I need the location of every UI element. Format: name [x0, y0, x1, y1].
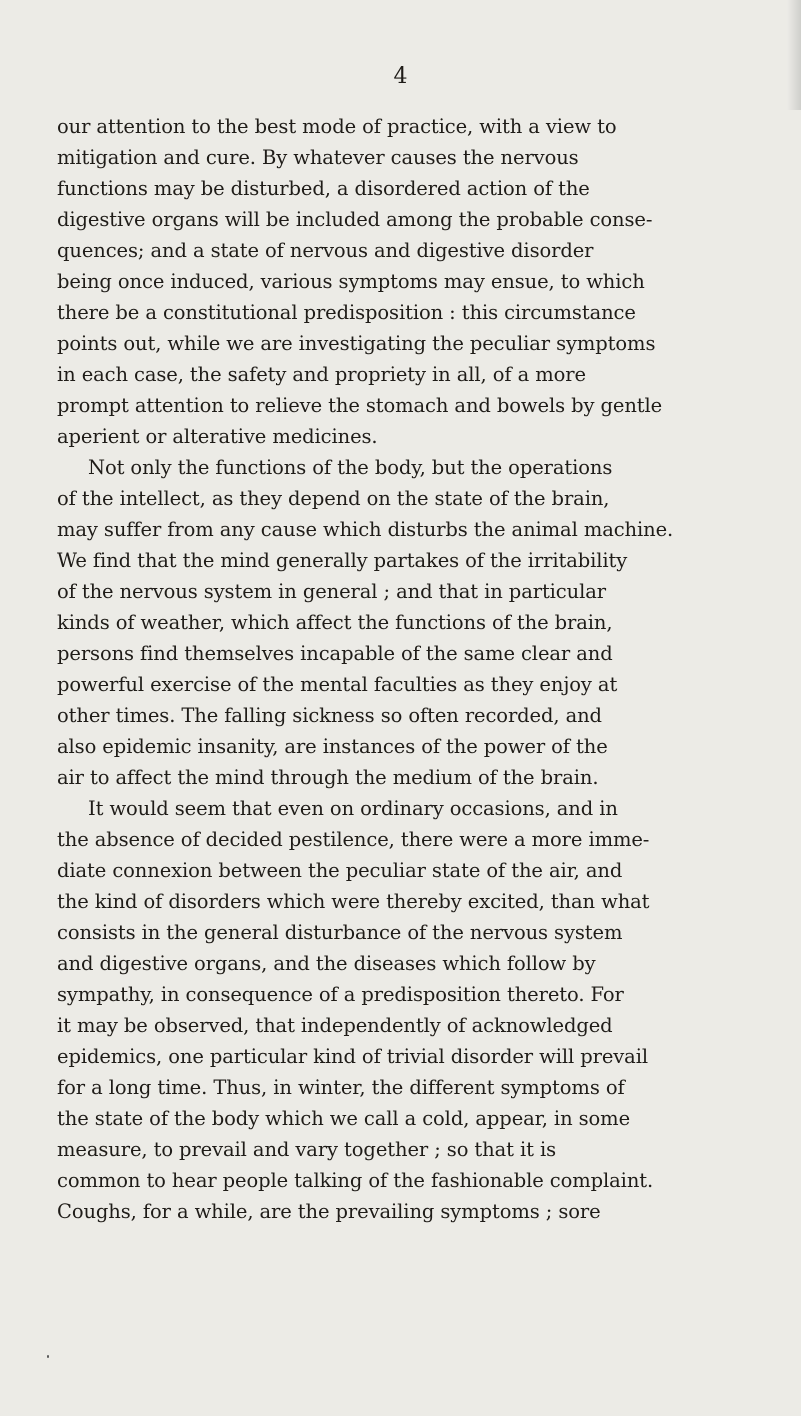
text-line: diate connexion between the peculiar state of the air, and: [57, 859, 623, 882]
text-line: there be a constitutional predisposition : this circumstance: [57, 301, 636, 324]
text-line: digestive organs will be included among the probable conse-: [57, 208, 653, 231]
text-line: aperient or alterative medicines.: [57, 425, 378, 448]
text-line: functions may be disturbed, a disordered action of the: [57, 177, 590, 200]
text-line: the kind of disorders which were thereby excited, than what: [57, 890, 650, 913]
text-line: measure, to prevail and vary together ; so that it is: [57, 1138, 556, 1161]
text-line: points out, while we are investigating the peculiar symptoms: [57, 332, 656, 355]
text-line: may suffer from any cause which disturbs the animal machine.: [57, 518, 674, 541]
text-line: powerful exercise of the mental faculties as they enjoy at: [57, 673, 618, 696]
text-line: consists in the general disturbance of the nervous system: [57, 921, 623, 944]
text-line: mitigation and cure. By whatever causes the nervous: [57, 146, 579, 169]
text-line: epidemics, one particular kind of trivial disorder will prevail: [57, 1045, 648, 1068]
text-line: and digestive organs, and the diseases which follow by: [57, 952, 596, 975]
text-line: persons find themselves incapable of the same clear and: [57, 642, 613, 665]
text-line: the state of the body which we call a cold, appear, in some: [57, 1107, 631, 1130]
text-line: common to hear people talking of the fashionable complaint.: [57, 1169, 654, 1192]
text-line: kinds of weather, which affect the functions of the brain,: [57, 611, 613, 634]
text-line: sympathy, in consequence of a predisposition thereto. For: [57, 983, 624, 1006]
text-line: prompt attention to relieve the stomach and bowels by gentle: [57, 394, 663, 417]
text-line: air to affect the mind through the medium of the brain.: [57, 766, 599, 789]
page-number: 4: [393, 64, 408, 89]
text-line: for a long time. Thus, in winter, the different symptoms of: [57, 1076, 625, 1099]
text-line: of the nervous system in general ; and that in particular: [57, 580, 606, 603]
text-line: the absence of decided pestilence, there were a more imme-: [57, 828, 650, 851]
text-line: quences; and a state of nervous and digestive disorder: [57, 239, 594, 262]
text-line: We find that the mind generally partakes of the irritability: [57, 549, 628, 572]
text-line: in each case, the safety and propriety in all, of a more: [57, 363, 586, 386]
text-line: It would seem that even on ordinary occasions, and in: [88, 797, 618, 820]
page-edge-shadow: [787, 0, 801, 110]
text-line: Coughs, for a while, are the prevailing symptoms ; sore: [57, 1200, 601, 1223]
text-line: other times. The falling sickness so often recorded, and: [57, 704, 602, 727]
text-line: of the intellect, as they depend on the state of the brain,: [57, 487, 610, 510]
text-line: also epidemic insanity, are instances of the power of the: [57, 735, 608, 758]
text-line: our attention to the best mode of practice, with a view to: [57, 115, 617, 138]
text-line: it may be observed, that independently of acknowledged: [57, 1014, 613, 1037]
text-line: Not only the functions of the body, but the operations: [88, 456, 613, 479]
paper-speck: [47, 1355, 49, 1358]
text-line: being once induced, various symptoms may ensue, to which: [57, 270, 645, 293]
